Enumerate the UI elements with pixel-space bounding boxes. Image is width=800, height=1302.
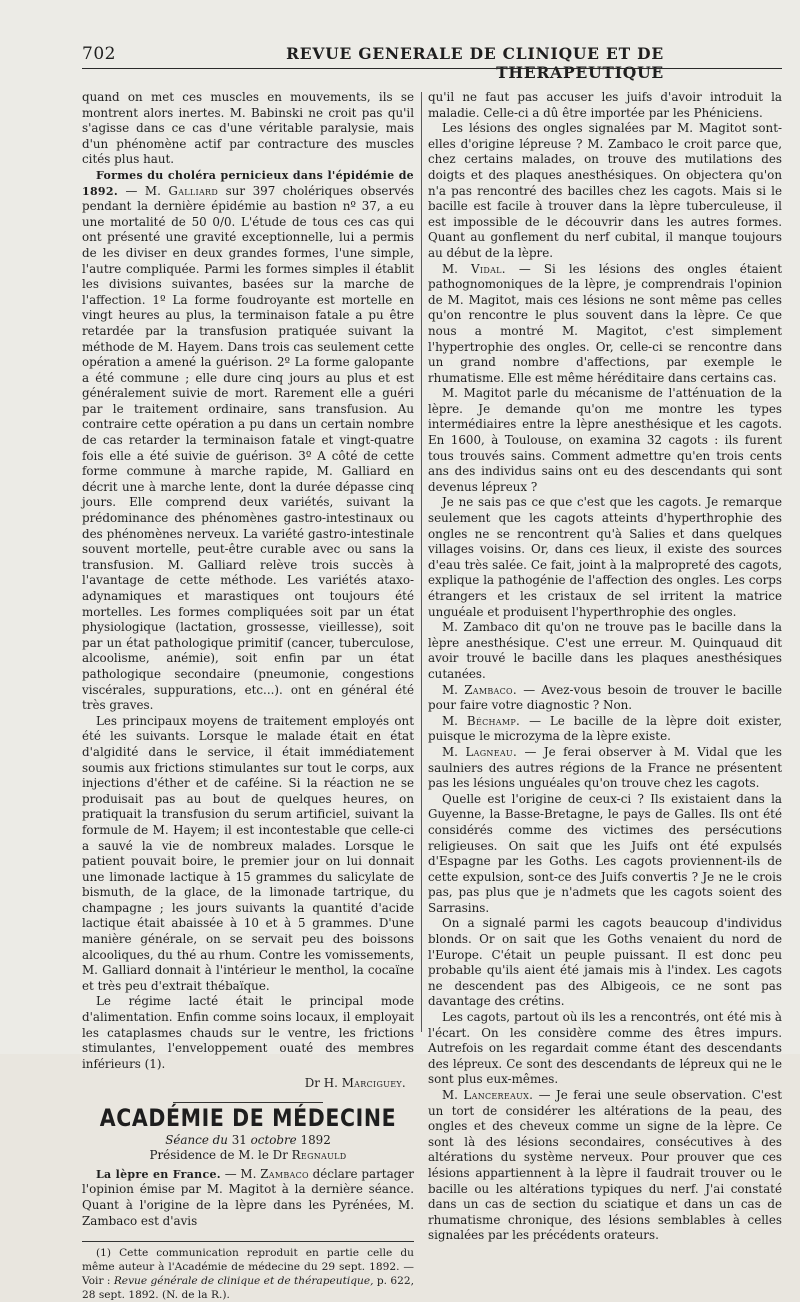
paragraph: Les principaux moyens de traitement employés ont été les suivants. Lorsque le malade était en état d'algidité dans le service, il était immédiatement soumis aux frictions stimulantes sur tout le corps, aux injections d'éther et de caféine. Si la réaction ne se produisait pas au bout de quelques heures, on pratiquait la transfusion du serum artificiel, suivant la formule de M. Hayem; il est incontestable que celle-ci a sauvé la vie de nombreux malades. Lorsque le patient pouvait boire, le premier jour on lui donnait une limonade lactique à 15 grammes du salicylate de bismuth, de la glace, de la limonade tartrique, du champagne ; les jours suivants la quantité d'acide lactique était abaissée à 10 et à 5 grammes. D'une manière générale, on se servait peu des boissons alcooliques, du thé au rhum. Contre les vomissements, M. Galliard donnait à l'intérieur le menthol, la cocaïne et très peu d'extrait thébaïque. <box>82 713 414 993</box>
journal-title: REVUE GENERALE DE CLINIQUE ET DE THERAPEUTIQUE <box>286 44 664 82</box>
header-rule <box>82 68 782 69</box>
paragraph: Les cagots, partout où ils les a rencontrés, ont été mis à l'écart. On les considère comme des êtres impurs. Autrefois on les regardait comme étant des descendants des lépreux. Ce sont des descendants de lépreux qui ne le sont plus eux-mêmes. <box>428 1010 782 1087</box>
paragraph: M. Magitot parle du mécanisme de l'atténuation de la lèpre. Je demande qu'on me montre les types intermédiaires entre la lèpre anesthésique et les cagots. En 1600, à Toulouse, on examina 32 cagots : ils furent tous trouvés sains. Comment admettre qu'en trois cents ans des individus sains ont eu des descendants qui sont devenus lépreux ? <box>428 386 782 494</box>
paragraph: Le régime lacté était le principal mode d'alimentation. Enfin comme soins locaux, il employait les cataplasmes chauds sur le ventre, les frictions stimulantes, l'enveloppement ouaté des membres inférieurs (1). <box>82 994 414 1071</box>
column-divider <box>421 92 422 1032</box>
paragraph: M. Zambaco. — Avez-vous besoin de trouver le bacille pour faire votre diagnostic ? Non. <box>428 682 782 713</box>
seance-line: Séance du 31 octobre 1892 <box>165 1132 331 1147</box>
paragraph: Les lésions des ongles signalées par M. Magitot sont-elles d'origine lépreuse ? M. Zambaco le croit parce que, chez certains malades, on trouve des mutilations des doigts et des plaques anesthésiques. On objectera qu'on n'a pas rencontré des bacilles chez les cagots. Mais si le bacille est facile à trouver dans la lèpre tuberculeuse, il est impossible de le découvrir dans les autres formes. Quant au gonflement du nerf cubital, il manque toujours au début de la lèpre. <box>428 121 782 260</box>
page-number: 702 <box>82 44 116 64</box>
paragraph: M. Lancereaux. — Je ferai une seule observation. C'est un tort de considérer les altérations de la peau, des ongles et des cheveux comme un signe de la lèpre. Ce sont là des lésions secondaires, consécutives à des altérations du système nerveux. Pour prouver que ces lésions appartiennent à la lèpre il faudrait trouver ou le bacille ou les altérations typiques du nerf. J'ai constaté dans un cas de section du sciatique et dans un cas de rhumatisme chronique, des lésions semblables à celles signalées par les précédents orateurs. <box>428 1088 782 1243</box>
section-runin-heading: Formes du choléra pernicieux dans l'épidémie de 1892. <box>82 168 414 198</box>
paragraph: Formes du choléra pernicieux dans l'épidémie de 1892. — M. Galliard sur 397 cholériques observés pendant la dernière épidémie au bastion nº 37, a eu une mortalité de 50 0/0. L'étude de tous ces cas qui ont présenté une gravité exceptionnelle, lui a permis de les diviser en deux grandes formes, l'une simple, l'autre compliquée. Parmi les formes simples il établit les divisions suivantes, basées sur la marche de l'affection. 1º La forme foudroyante est mortelle en vingt heures au plus, la terminaison fatale a pu être retardée par la transfusion pratiquée suivant la méthode de M. Hayem. Dans trois cas seulement cette opération a amené la guérison. 2º La forme galopante a été commune ; elle dure cinq jours au plus et est généralement suivie de mort. Rarement elle a guéri par le traitement ordinaire, sans transfusion. Au contraire cette opération a pu dans un certain nombre de cas retarder la terminaison fatale et vingt-quatre fois elle a été suivie de guérison. 3º A côté de cette forme commune à marche rapide, M. Galliard en décrit une à marche lente, dont la durée dépasse cinq jours. Elle comprend deux variétés, suivant la prédominance des phénomènes gastro-intestinaux ou des phénomènes nerveux. La variété gastro-intestinale souvent mortelle, peut-être curable avec ou sans la transfusion. M. Galliard relève trois succès à l'avantage de cette méthode. Les variétés ataxo-adynamiques et marastiques ont toujours été mortelles. Les formes compliquées soit par un état physiologique (lactation, grossesse, vieillesse), soit par un état pathologique primitif (cancer, tuberculose, alcoolisme, anémie), soit enfin par un état pathologique secondaire (pneumonie, congestions viscérales, suppurations, etc...). ont en général été très graves. <box>82 168 414 713</box>
running-head <box>82 44 664 82</box>
footnote-rule <box>82 1241 414 1242</box>
paragraph: qu'il ne faut pas accuser les juifs d'avoir introduit la maladie. Celle-ci a dû être importée par les Phéniciens. <box>428 90 782 120</box>
speaker-name: Béchamp. <box>466 713 521 728</box>
presidence-line: Présidence de M. le Dr Regnauld <box>149 1148 347 1163</box>
section-title: ACADÉMIE DE MÉDECINE <box>99 1103 397 1133</box>
paragraph: M. Vidal. — Si les lésions des ongles étaient pathognomoniques de la lèpre, je comprendrais l'opinion de M. Magitot, mais ces lésions ne sont même pas celles qu'on rencontre le plus souvent dans la lèpre. Ce que nous a montré M. Magitot, c'est simplement l'hypertrophie des ongles. Or, celle-ci se rencontre dans un grand nombre d'affections, par exemple le rhumatisme. Elle est même héréditaire dans certains cas. <box>428 261 782 385</box>
paragraph: M. Lagneau. — Je ferai observer à M. Vidal que les saulniers des autres régions de la France ne présentent pas les lésions unguéales qu'on trouve chez les cagots. <box>428 744 782 791</box>
paragraph: Je ne sais pas ce que c'est que les cagots. Je remarque seulement que les cagots atteints d'hyperthrophie des ongles ne se rencontrent qu'à Salies et dans quelques villages voisins. Or, dans ces lieux, il existe des sources d'eau très salée. Ce fait, joint à la malpropreté des cagots, explique la pathogénie de l'affection des ongles. Les corps étrangers et les cristaux de sel irritent la matrice unguéale et produisent l'hyperthrophie des ongles. <box>428 495 782 619</box>
paragraph: M. Zambaco dit qu'on ne trouve pas le bacille dans la lèpre anesthésique. C'est une erreur. M. Quinquaud dit avoir trouvé le bacille dans les plaques anesthésiques cutanées. <box>428 620 782 681</box>
paragraph: quand on met ces muscles en mouvements, ils se montrent alors inertes. M. Babinski ne croit pas qu'il s'agisse dans ce cas d'une véritable paralysie, mais d'un phénomène actif par contracture des muscles cités plus haut. <box>82 90 414 167</box>
signature: Dr H. Marciguey. <box>304 1076 406 1091</box>
paragraph: On a signalé parmi les cagots beaucoup d'individus blonds. Or on sait que les Goths venaient du nord de l'Europe. C'était un peuple puissant. Il est donc peu probable qu'ils aient été jamais mis à l'index. Les cagots ne descendent pas des Albigeois, ce ne sont pas davantage des crétins. <box>428 916 782 1009</box>
paragraph: La lèpre en France. — M. Zambaco déclare partager l'opinion émise par M. Magitot à la dernière séance. Quant à l'origine de la lèpre dans les Pyrénées, M. Zambaco est d'avis <box>82 1166 414 1228</box>
speaker-name: Vidal. <box>471 261 506 276</box>
footnote: (1) Cette communication reproduit en partie celle du même auteur à l'Académie de médecine du 29 sept. 1892. — Voir : Revue générale de clinique et de thérapeutique, p. 622, 28 sept. 1892. (N. de la R.). <box>82 1247 414 1302</box>
section-rule <box>173 1102 323 1103</box>
speaker-name: Lancereaux. <box>463 1088 534 1102</box>
paragraph: Quelle est l'origine de ceux-ci ? Ils existaient dans la Guyenne, la Basse-Bretagne, le pays de Galles. Ils ont été considérés comme des victimes des persécutions religieuses. On sait que les Juifs ont été expulsés d'Espagne par les Goths. Les cagots proviennent-ils de cette expulsion, sont-ce des Juifs convertis ? Je ne le crois pas, pas plus que je n'admets que les cagots soient des Sarrasins. <box>428 791 782 915</box>
author-name: Galliard <box>168 183 219 198</box>
speaker-name: Zambaco. <box>464 682 517 697</box>
right-column <box>428 90 782 1244</box>
left-column <box>82 90 414 1302</box>
author-name: Zambaco <box>260 1166 309 1181</box>
section-runin-heading: La lèpre en France. <box>96 1167 221 1181</box>
speaker-name: Lagneau. <box>465 744 518 759</box>
paragraph: M. Béchamp. — Le bacille de la lèpre doit exister, puisque le microzyma de la lèpre existe. <box>428 713 782 744</box>
